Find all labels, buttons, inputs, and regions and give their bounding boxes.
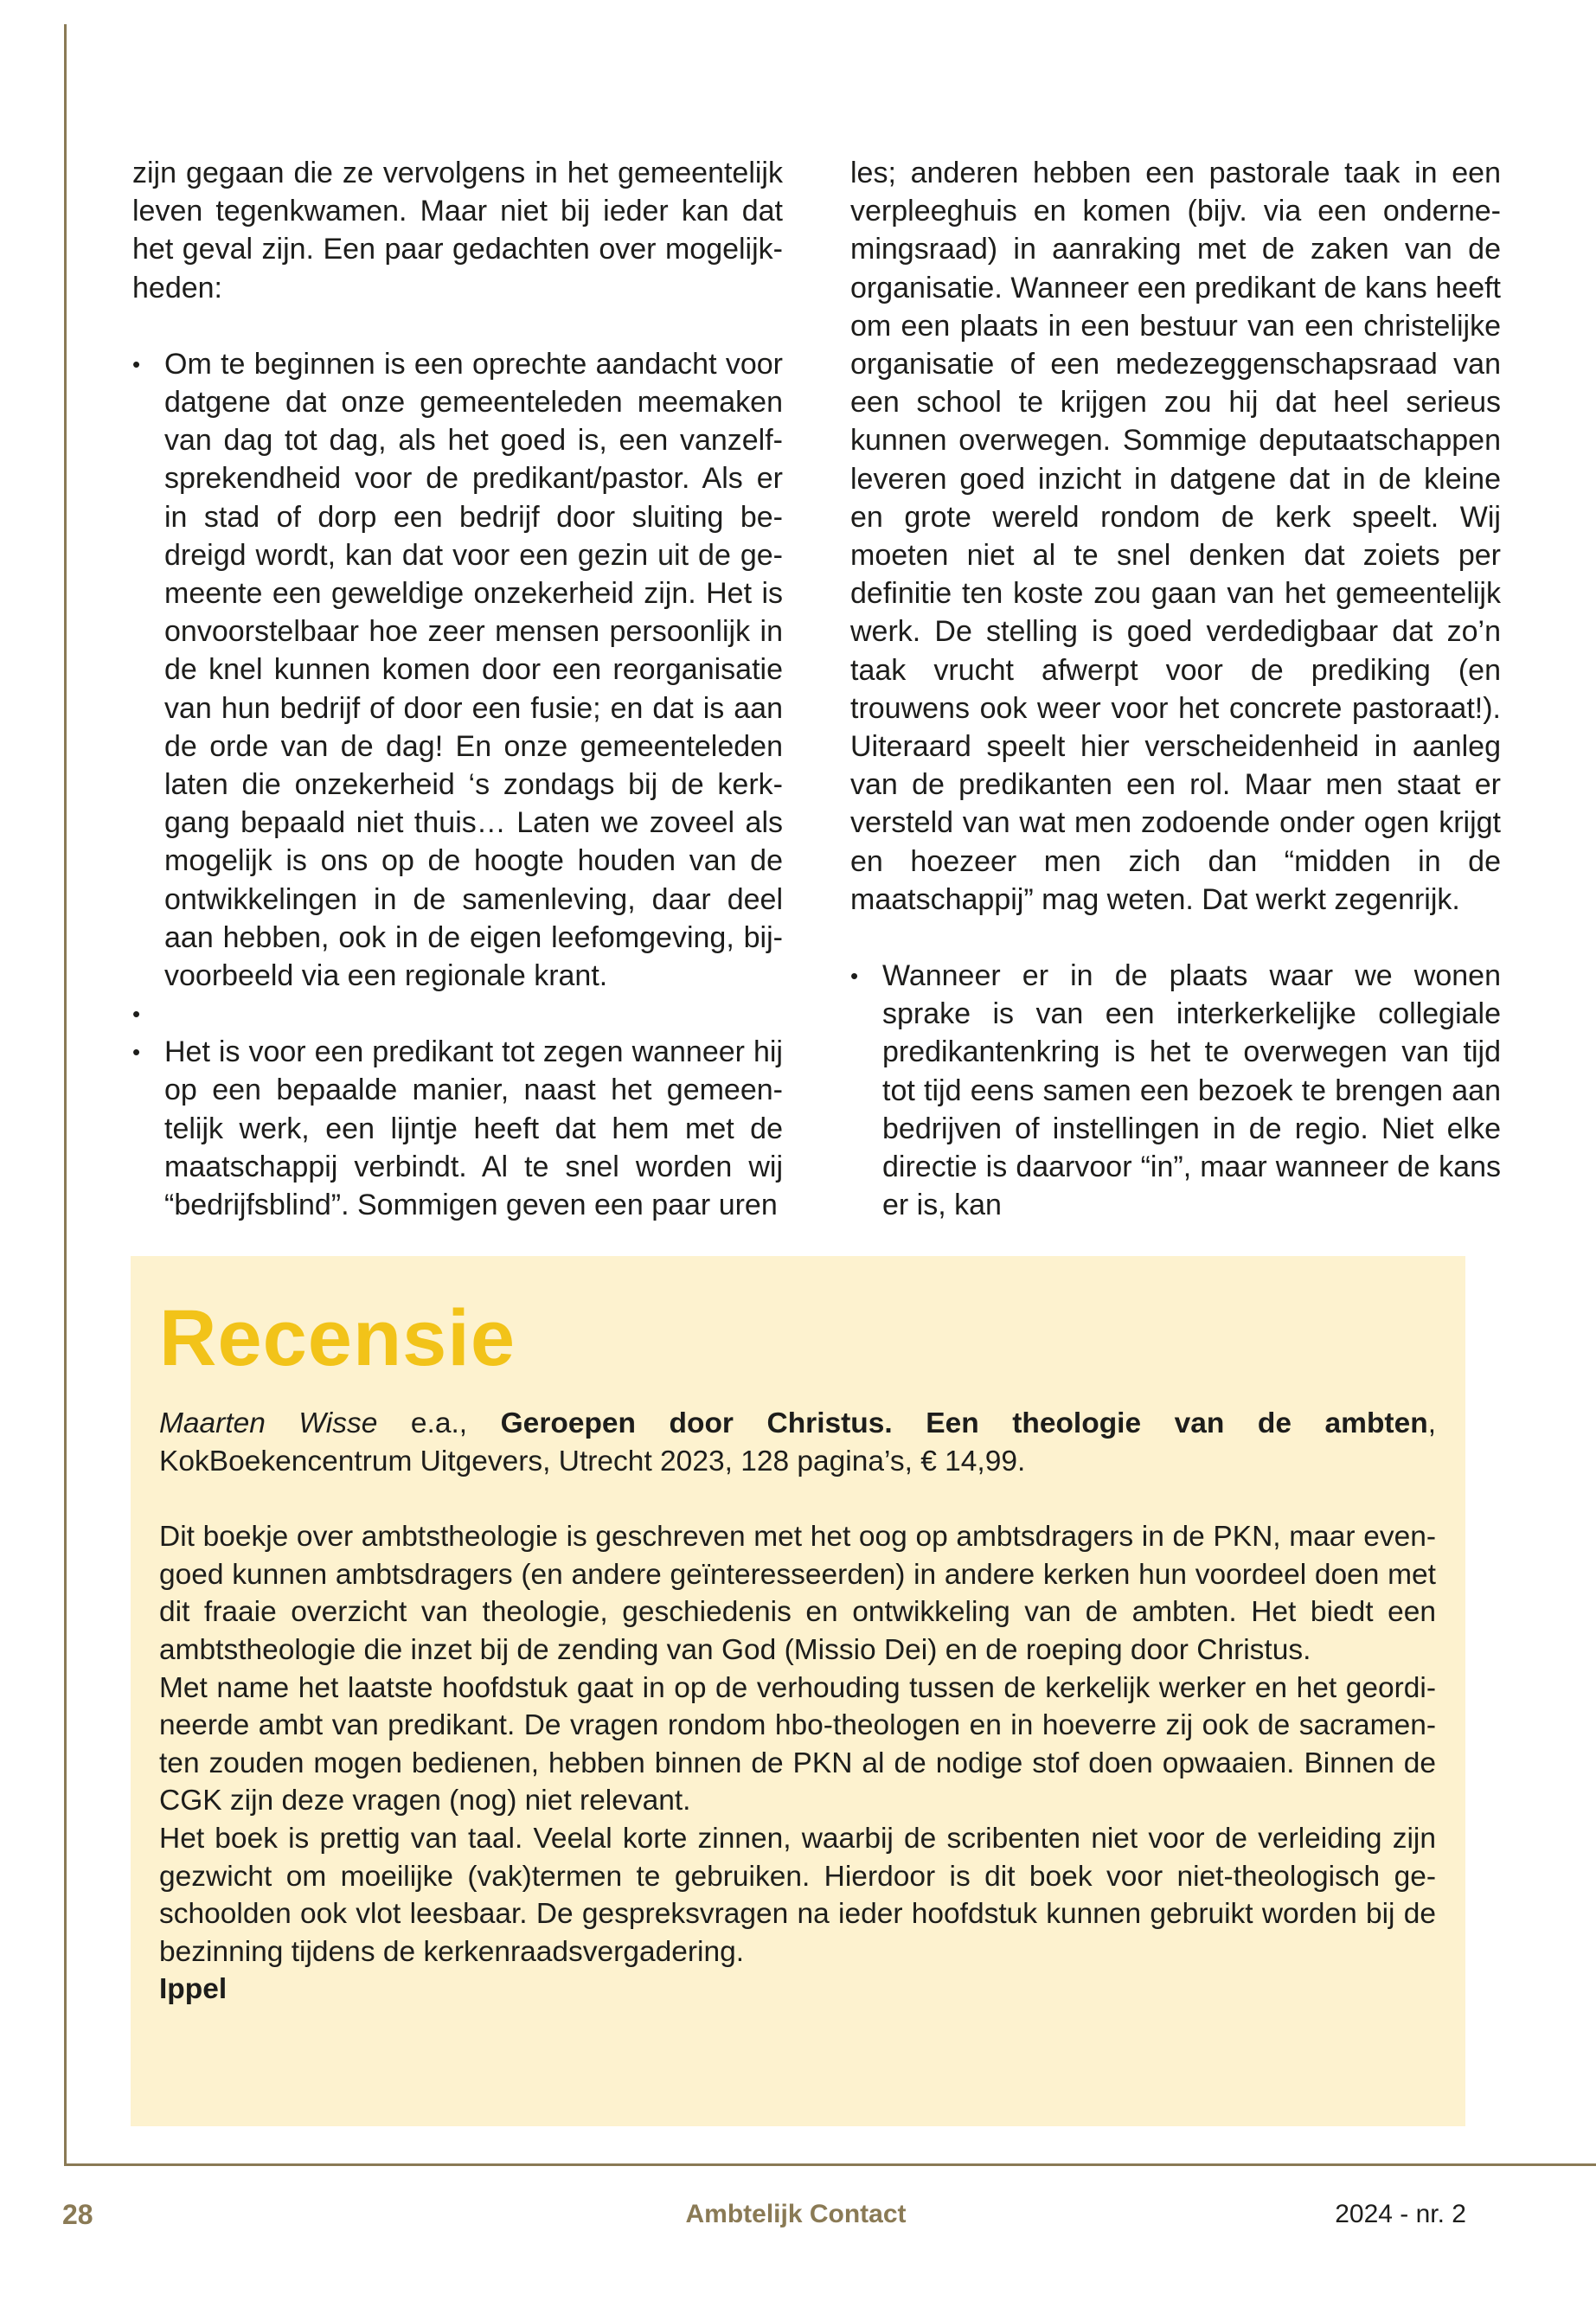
issue-number: 2024 - nr. 2 — [1335, 2200, 1466, 2228]
author-suffix: e.a., — [377, 1407, 501, 1439]
review-paragraph: Met name het laatste hoofdstuk gaat in op de verhouding tussen de kerkelijk werker en het geordineerde ambt van predikant. De vragen rondom hbo-theologen en in hoeverre zij ook de sacramenten zouden mogen bedienen, hebben binnen de PKN al de nodige stof doen opwaaien. Binnen de CGK zijn deze vragen (nog) niet relevant. — [159, 1671, 1436, 1817]
footer-rule — [64, 2163, 1596, 2166]
intro-paragraph: zijn gegaan die ze vervolgens in het gemeentelijk leven tegenkwamen. Maar niet bij ieder kan dat het geval zijn. Een paar gedachten over mogelijkheden: — [132, 157, 783, 304]
author-name: Maarten Wisse — [159, 1407, 378, 1439]
left-column — [132, 154, 783, 1224]
right-column — [850, 154, 1501, 1224]
continuation-paragraph: les; anderen hebben een pastorale taak in een verpleeghuis en komen (bijv. via een ondernemingsraad) in aanraking met de zaken van de organisatie. Wanneer een predikant de kans heeft om een plaats in een bestuur van een christelijke organisatie of een medezeggenschapsraad van een school te krijgen zou hij dat heel serieus kunnen overwegen. Sommige deputaatschappen leveren goed inzicht in datgene dat in de kleine en grote wereld rondom de kerk speelt. Wij moeten niet al te snel denken dat zoiets per definitie ten koste zou gaan van het gemeentelijk werk. De stelling is goed verdedigbaar dat zo’n taak vrucht afwerpt voor de prediking (en trouwens ook weer voor het concrete pastoraat!). Uiteraard speelt hier verscheidenheid in aanleg van de predikanten een rol. Maar men staat er versteld van wat men zodoende onder ogen krijgt en hoezeer men zich dan “midden in de maatschappij” mag weten. Dat werkt zegenrijk. — [850, 157, 1501, 916]
page-number: 28 — [62, 2199, 93, 2230]
list-item: • Het is voor een predikant tot zegen wanneer hij op een bepaalde manier, naast het gemeentelijk werk, een lijntje heeft dat hem met de maatschappij verbindt. Al te snel worden wij “bedrijfsblind”. Sommigen geven een paar uren — [132, 1033, 783, 1224]
magazine-title: Ambtelijk Contact — [685, 2200, 907, 2228]
book-citation — [159, 1405, 1436, 1480]
publication-info: , KokBoekencentrum Uitgevers, Utrecht 2023, 128 pagina’s, € 14,99. — [159, 1407, 1436, 1477]
left-margin-rule — [64, 24, 67, 2165]
list-item: • Wanneer er in de plaats waar we wonen sprake is van een interkerkelijke collegiale predikantenkring is het te overwegen van tijd tot tijd eens samen een bezoek te brengen aan bedrijven of instellingen in de regio. Niet elke directie is daarvoor “in”, maar wanneer de kans er is, kan — [850, 957, 1501, 1224]
review-body — [159, 1405, 1436, 2009]
book-title: Geroepen door Christus. Een theologie van de ambten — [500, 1407, 1428, 1439]
review-paragraph: Dit boekje over ambtstheologie is geschreven met het oog op ambtsdragers in de PKN, maar evengoed kunnen ambtsdragers (en andere geïnteresseerden) in andere kerken hun voordeel doen met dit fraaie overzicht van theologie, geschiedenis en ontwikkeling van de ambten. Het biedt een ambtstheologie die inzet bij de zending van God (Missio Dei) en de roeping door Christus. — [159, 1521, 1436, 1666]
bullet-list — [850, 957, 1501, 1224]
review-signature: Ippel — [159, 1973, 228, 2006]
review-heading: Recensie — [159, 1294, 516, 1382]
review-box — [131, 1256, 1465, 2126]
list-item: • Om te beginnen is een oprechte aandacht voor datgene dat onze gemeenteleden meemaken van dag tot dag, als het goed is, een vanzelfsprekendheid voor de predikant/pastor. Als er in stad of dorp een bedrijf door sluiting bedreigd wordt, kan dat voor een gezin uit de gemeente een geweldige onzekerheid zijn. Het is onvoorstelbaar hoe zeer mensen persoonlijk in de knel kunnen komen door een reorganisatie van hun bedrijf of door een fusie; en dat is aan de orde van de dag! En onze gemeenteleden laten die onzekerheid ‘s zondags bij de kerkgang bepaald niet thuis… Laten we zoveel als mogelijk is ons op de hoogte houden van de ontwikkelingen in de samenleving, daar deel aan hebben, ook in de eigen leefomgeving, bijvoorbeeld via een regionale krant. — [132, 345, 783, 995]
review-paragraph: Het boek is prettig van taal. Veelal korte zinnen, waarbij de scribenten niet voor de verleiding zijn gezwicht om moeilijke (vak)termen te gebruiken. Hierdoor is dit boek voor niet-theologisch geschoolden ook vlot leesbaar. De gespreksvragen na ieder hoofdstuk kunnen gebruikt worden bij de bezinning tijdens de kerkenraadsvergadering. — [159, 1822, 1436, 1968]
bullet-list — [132, 345, 783, 1224]
